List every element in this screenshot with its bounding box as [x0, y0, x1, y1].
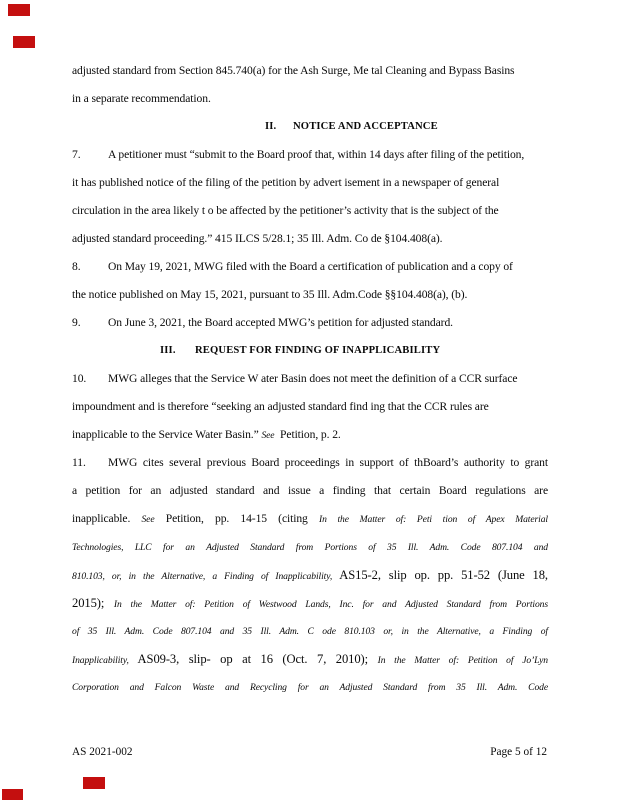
text-line: [72, 533, 548, 561]
italic-citation-text: Technologies, LLC for an Adjusted Standard from Portions of 35 Ill. Adm. Code 807.104 and: [72, 542, 548, 553]
text-run: AS09-3, slip- op at 16 (Oct. 7, 2010);: [137, 652, 378, 666]
red-annotation-mark: [2, 789, 23, 800]
text-line: [72, 645, 548, 673]
italic-citation-text: In the Matter of: Peti tion of Apex Material: [318, 514, 548, 525]
text-run: inapplicable.: [72, 512, 142, 525]
italic-citation-text: See: [141, 514, 155, 525]
text-line: [72, 589, 548, 617]
text-run: Petition, p. 2.: [274, 428, 341, 441]
red-annotation-mark: [8, 4, 30, 16]
text-run: 8.: [72, 260, 81, 273]
text-run: circulation in the area likely t o be affected by the petitioner’s activity that is the subject of the: [72, 204, 499, 217]
section-heading: [72, 113, 548, 141]
text-run: AS15-2, slip op. pp. 51-52 (June 18,: [339, 568, 548, 582]
italic-citation-text: Corporation and Falcon Waste and Recycling for an Adjusted Standard from 35 Ill. Adm. Code: [72, 682, 548, 693]
text-run: the notice published on May 15, 2021, pursuant to 35 Ill. Adm.Code §§104.408(a), (b).: [72, 288, 468, 301]
text-run: Petition, pp. 14-15 (citing: [154, 512, 319, 525]
text-line: [72, 365, 548, 393]
text-line: [72, 225, 548, 253]
text-run: REQUEST FOR FINDING OF INAPPLICABILITY: [195, 345, 441, 356]
text-run: impoundment and is therefore “seeking an adjusted standard find ing that the CCR rules are: [72, 400, 489, 413]
red-annotation-mark: [13, 36, 35, 48]
text-run: NOTICE AND ACCEPTANCE: [293, 121, 438, 132]
text-run: A petitioner must “submit to the Board proof that, within 14 days after filing of the petition,: [108, 148, 525, 161]
text-line: [72, 673, 548, 701]
italic-citation-text: In the Matter of: Petition of Jo’Lyn: [377, 655, 548, 666]
text-run: inapplicable to the Service Water Basin.”: [72, 428, 262, 441]
text-run: adjusted standard proceeding.” 415 ILCS 5/28.1; 35 Ill. Adm. Co de §104.408(a).: [72, 232, 443, 245]
text-line: [72, 309, 548, 337]
text-run: MWG alleges that the Service W ater Basin does not meet the definition of a CCR surface: [108, 372, 518, 385]
text-run: in a separate recommendation.: [72, 92, 211, 105]
text-line: [72, 505, 548, 533]
text-run: On May 19, 2021, MWG filed with the Board a certification of publication and a copy of: [108, 260, 513, 273]
text-run: 7.: [72, 148, 81, 161]
text-line: [72, 477, 548, 505]
text-run: 10.: [72, 372, 87, 385]
italic-citation-text: In the Matter of: Petition of Westwood Lands, Inc. for and Adjusted Standard from Portions: [113, 599, 548, 610]
text-run: On June 3, 2021, the Board accepted MWG’s petition for adjusted standard.: [108, 316, 453, 329]
italic-citation-text: Inapplicability,: [72, 655, 138, 666]
text-run: II.: [265, 121, 277, 132]
red-annotation-mark: [83, 777, 105, 789]
footer-case-number: AS 2021-002: [72, 746, 133, 758]
text-line: [72, 281, 548, 309]
italic-citation-text: of 35 Ill. Adm. Code 807.104 and 35 Ill. Adm. C ode 810.103 or, in the Alternative, a Finding of: [72, 626, 548, 637]
text-line: [72, 393, 548, 421]
page-footer: [72, 744, 547, 760]
text-line: [72, 169, 548, 197]
footer-page-number: Page 5 of 12: [490, 746, 547, 758]
text-line: [72, 197, 548, 225]
text-line: [72, 449, 548, 477]
text-line: [72, 57, 548, 85]
text-line: [72, 85, 548, 113]
text-run: 9.: [72, 316, 81, 329]
text-line: [72, 141, 548, 169]
text-run: it has published notice of the filing of the petition by advert isement in a newspaper of general: [72, 176, 500, 189]
text-line: [72, 253, 548, 281]
text-line: [72, 617, 548, 645]
text-run: MWG cites several previous Board proceedings in support of thBoard’s authority to grant: [108, 456, 548, 469]
text-line: [72, 561, 548, 589]
text-line: [72, 421, 548, 449]
text-run: 2015);: [72, 596, 114, 610]
text-run: 11.: [72, 456, 86, 469]
text-run: a petition for an adjusted standard and issue a finding that certain Board regulations are: [72, 484, 548, 497]
italic-citation-text: 810.103, or, in the Alternative, a Finding of Inapplicability,: [72, 571, 340, 582]
italic-citation-text: See: [261, 430, 275, 441]
section-heading: [72, 337, 548, 365]
document-body: [72, 57, 548, 701]
text-run: adjusted standard from Section 845.740(a) for the Ash Surge, Me tal Cleaning and Bypass Basins: [72, 64, 515, 77]
text-run: III.: [160, 345, 176, 356]
